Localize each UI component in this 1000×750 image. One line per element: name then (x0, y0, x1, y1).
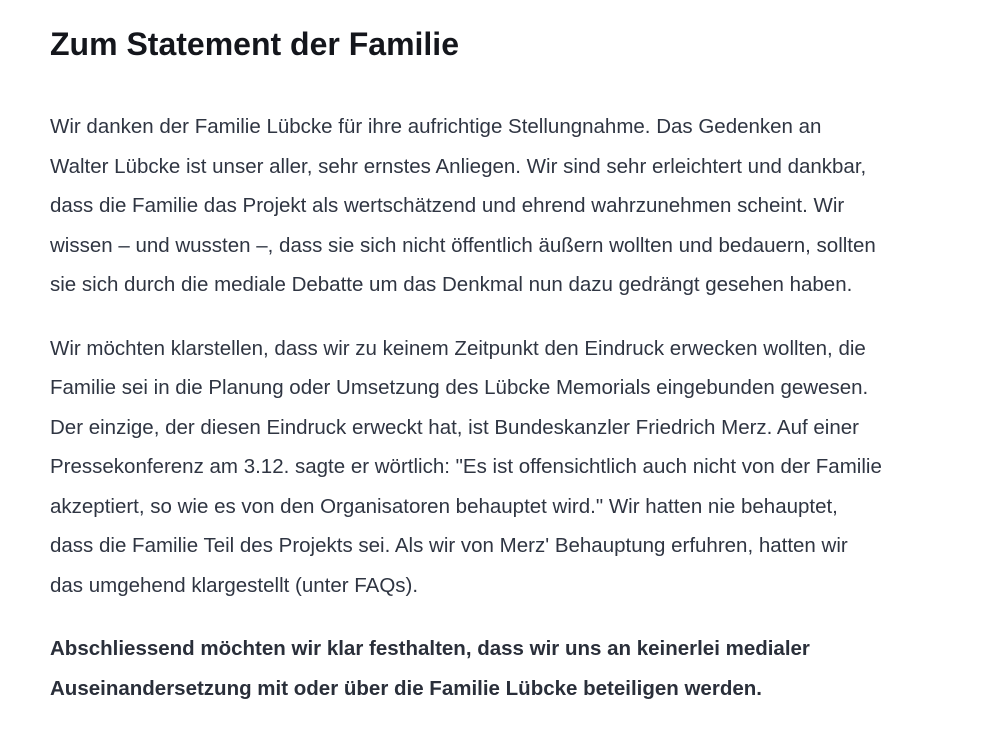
paragraph-line: Auseinandersetzung mit oder über die Familie Lübcke beteiligen werden. (50, 676, 762, 700)
paragraph-line: sie sich durch die mediale Debatte um das Denkmal nun dazu gedrängt gesehen haben. (50, 273, 853, 296)
paragraph-line: Abschliessend möchten wir klar festhalten, dass wir uns an keinerlei medialer (50, 637, 810, 660)
paragraph-line: Pressekonferenz am 3.12. sagte er wörtlich: "Es ist offensichtlich auch nicht von der Familie (50, 455, 882, 478)
paragraph-line: Walter Lübcke ist unser aller, sehr ernstes Anliegen. Wir sind sehr erleichtert und dankbar, (50, 154, 867, 178)
article-title: Zum Statement der Familie (50, 26, 459, 62)
paragraph-line: Familie sei in die Planung oder Umsetzung des Lübcke Memorials eingebunden gewesen. (50, 376, 869, 399)
paragraph-line: dass die Familie das Projekt als wertschätzend und ehrend wahrzunehmen scheint. Wir (50, 194, 845, 217)
paragraph-closing-statement (50, 629, 980, 708)
paragraph-line: wissen – und wussten –, dass sie sich nicht öffentlich äußern wollten und bedauern, sollten (50, 233, 876, 257)
paragraph-line: Wir möchten klarstellen, dass wir zu keinem Zeitpunkt den Eindruck erwecken wollten, die (50, 336, 866, 360)
paragraph-line: akzeptiert, so wie es von den Organisatoren behauptet wird." Wir hatten nie behauptet, (50, 494, 838, 518)
paragraph-line: das umgehend klargestellt (unter FAQs). (50, 573, 419, 597)
paragraph-line: Der einzige, der diesen Eindruck erweckt hat, ist Bundeskanzler Friedrich Merz. Auf einer (50, 415, 859, 439)
paragraph-family-thanks (50, 107, 980, 305)
paragraph-line: Wir danken der Familie Lübcke für ihre aufrichtige Stellungnahme. Das Gedenken an (50, 115, 822, 138)
paragraph-clarification (50, 329, 980, 606)
paragraph-line: dass die Familie Teil des Projekts sei. Als wir von Merz' Behauptung erfuhren, hatten wir (50, 534, 848, 557)
